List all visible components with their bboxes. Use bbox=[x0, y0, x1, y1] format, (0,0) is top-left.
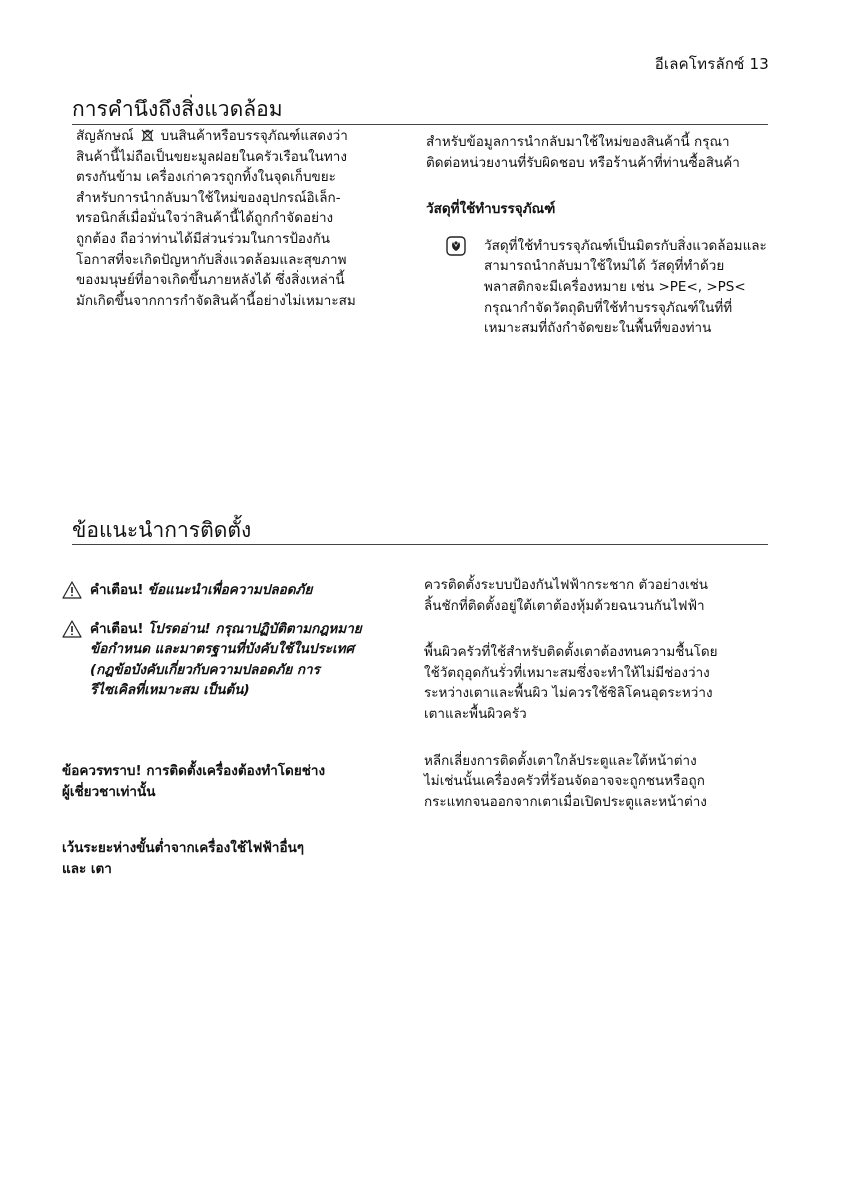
warning-triangle-icon bbox=[62, 620, 82, 638]
recycling-info-line: ติดต่อหน่วยงานที่รับผิดชอบ หรือร้านค้าที่ท่านซื้อสินค้า bbox=[426, 154, 740, 171]
notice-line: ผู้เชี่ยวชาเท่านั้น bbox=[62, 783, 156, 800]
page-header-label: อีเลคโทรลักซ์ 13 bbox=[654, 55, 769, 73]
surge-protection-paragraph bbox=[424, 575, 784, 616]
body-line: ลิ้นชักที่ติดตั้งอยู่ใต้เตาต้องหุ้มด้วยฉนวนกันไฟฟ้า bbox=[424, 597, 705, 614]
packaging-line: เหมาะสมที่ถังกำจัดขยะในพื้นที่ของท่าน bbox=[484, 320, 712, 337]
clearance-line: เว้นระยะห่างขั้นต่ำจากเครื่องใช้ไฟฟ้าอื่นๆ bbox=[62, 840, 305, 857]
section-divider bbox=[72, 544, 768, 545]
body-line: พื้นผิวครัวที่ใช้สำหรับติดตั้งเตาต้องทนความชื้นโดย bbox=[424, 644, 718, 661]
warning-label: คำเตือน! bbox=[90, 582, 144, 598]
env-left-line: ของมนุษย์ที่อาจเกิดขึ้นภายหลังได้ ซึ่งสิ่งเหล่านี้ bbox=[76, 272, 345, 289]
packaging-text bbox=[484, 236, 767, 339]
warning-line: (กฎข้อบังคับเกี่ยวกับความปลอดภัย การ bbox=[90, 661, 320, 678]
recycling-packaging-icon bbox=[446, 236, 466, 256]
warning-line: รีไซเคิลที่เหมาะสม เป็นต้น) bbox=[90, 682, 250, 699]
body-line: เตาและพื้นผิวครัว bbox=[424, 705, 527, 722]
environment-right-column bbox=[426, 132, 786, 339]
packaging-block bbox=[426, 236, 786, 339]
warning-line: โปรดอ่าน! กรุณาปฏิบัติตามกฎหมาย bbox=[147, 620, 362, 637]
notice-qualified-installer bbox=[62, 761, 407, 802]
recycling-info-line: สำหรับข้อมูลการนำกลับมาใช้ใหม่ของสินค้านี้ กรุณา bbox=[426, 134, 730, 150]
env-left-line: ถูกต้อง ถือว่าท่านได้มีส่วนร่วมในการป้องกัน bbox=[76, 230, 330, 247]
installation-left-column bbox=[62, 580, 407, 879]
packaging-heading: วัสดุที่ใช้ทำบรรจุภัณฑ์ bbox=[426, 201, 556, 218]
clearance-line: และ เตา bbox=[62, 860, 112, 877]
section-title-environment: การคำนึงถึงสิ่งแวดล้อม bbox=[72, 97, 283, 121]
weee-sentence bbox=[76, 126, 406, 147]
body-line: ไม่เช่นนั้นเครื่องครัวที่ร้อนจัดอาจจะถูกชนหรือถูก bbox=[424, 773, 705, 790]
environment-left-column bbox=[76, 126, 406, 311]
warning-regulations bbox=[62, 619, 407, 701]
packaging-line: กรุณากำจัดวัตถุดิบที่ใช้ทำบรรจุภัณฑ์ในที่ที่ bbox=[484, 299, 733, 316]
packaging-line: พลาสติกจะมีเครื่องหมาย เช่น >PE<, >PS< bbox=[484, 278, 746, 295]
env-left-line: สำหรับการนำกลับมาใช้ใหม่ของอุปกรณ์อิเล็ก- bbox=[76, 189, 341, 206]
body-line: ระหว่างเตาและพื้นผิว ไม่ควรใช้ซิลิโคนอุดระหว่าง bbox=[424, 685, 713, 702]
placement-paragraph bbox=[424, 751, 784, 813]
crossed-out-bin-icon bbox=[140, 128, 155, 143]
surface-sealing-paragraph bbox=[424, 642, 784, 724]
notice-line: ข้อควรทราบ! การติดตั้งเครื่องต้องทำโดยช่าง bbox=[62, 762, 326, 779]
warning-safety-text bbox=[90, 580, 312, 601]
packaging-line: สามารถนำกลับมาใช้ใหม่ได้ วัสดุที่ทำด้วย bbox=[484, 258, 725, 275]
env-left-line: ตรงกันข้าม เครื่องเก่าควรถูกทิ้งในจุดเก็บขยะ bbox=[76, 169, 336, 186]
warning-triangle-icon bbox=[62, 581, 82, 599]
section-divider bbox=[72, 124, 768, 125]
body-line: ควรติดตั้งระบบป้องกันไฟฟ้ากระชาก ตัวอย่างเช่น bbox=[424, 577, 708, 593]
warning-regulations-text bbox=[90, 619, 362, 701]
body-line: กระแทกจนออกจากเตาเมื่อเปิดประตูและหน้าต่าง bbox=[424, 793, 707, 810]
warning-safety bbox=[62, 580, 407, 601]
body-line: หลีกเลี่ยงการติดตั้งเตาใกล้ประตูและใต้หน้าต่าง bbox=[424, 752, 697, 769]
env-left-line: มักเกิดขึ้นจากการกำจัดสินค้านี้อย่างไม่เหมาะสม bbox=[76, 292, 356, 309]
warning-line: ข้อกำหนด และมาตรฐานที่บังคับใช้ในประเทศ bbox=[90, 641, 355, 658]
warning-message: ข้อแนะนำเพื่อความปลอดภัย bbox=[147, 582, 313, 598]
packaging-line: วัสดุที่ใช้ทำบรรจุภัณฑ์เป็นมิตรกับสิ่งแวดล้อมและ bbox=[484, 237, 767, 254]
warning-label: คำเตือน! bbox=[90, 620, 144, 637]
env-left-line: สินค้านี้ไม่ถือเป็นขยะมูลฝอยในครัวเรือนในทาง bbox=[76, 148, 347, 165]
weee-lead-text: สัญลักษณ์ bbox=[76, 128, 134, 144]
env-left-line: ทรอนิกส์เมื่อมั่นใจว่าสินค้านี้ได้ถูกกำจัดอย่าง bbox=[76, 210, 334, 227]
installation-right-column bbox=[424, 575, 784, 812]
env-left-line: โอกาสที่จะเกิดปัญหากับสิ่งแวดล้อมและสุขภาพ bbox=[76, 251, 347, 268]
clearance-heading bbox=[62, 838, 407, 879]
section-title-installation: ข้อแนะนำการติดตั้ง bbox=[72, 518, 252, 542]
body-line: ใช้วัตถุอุดกันรั่วที่เหมาะสมซึ่งจะทำให้ไม่มีช่องว่าง bbox=[424, 664, 710, 681]
weee-lead-rest: บนสินค้าหรือบรรจุภัณฑ์แสดงว่า bbox=[160, 128, 348, 144]
